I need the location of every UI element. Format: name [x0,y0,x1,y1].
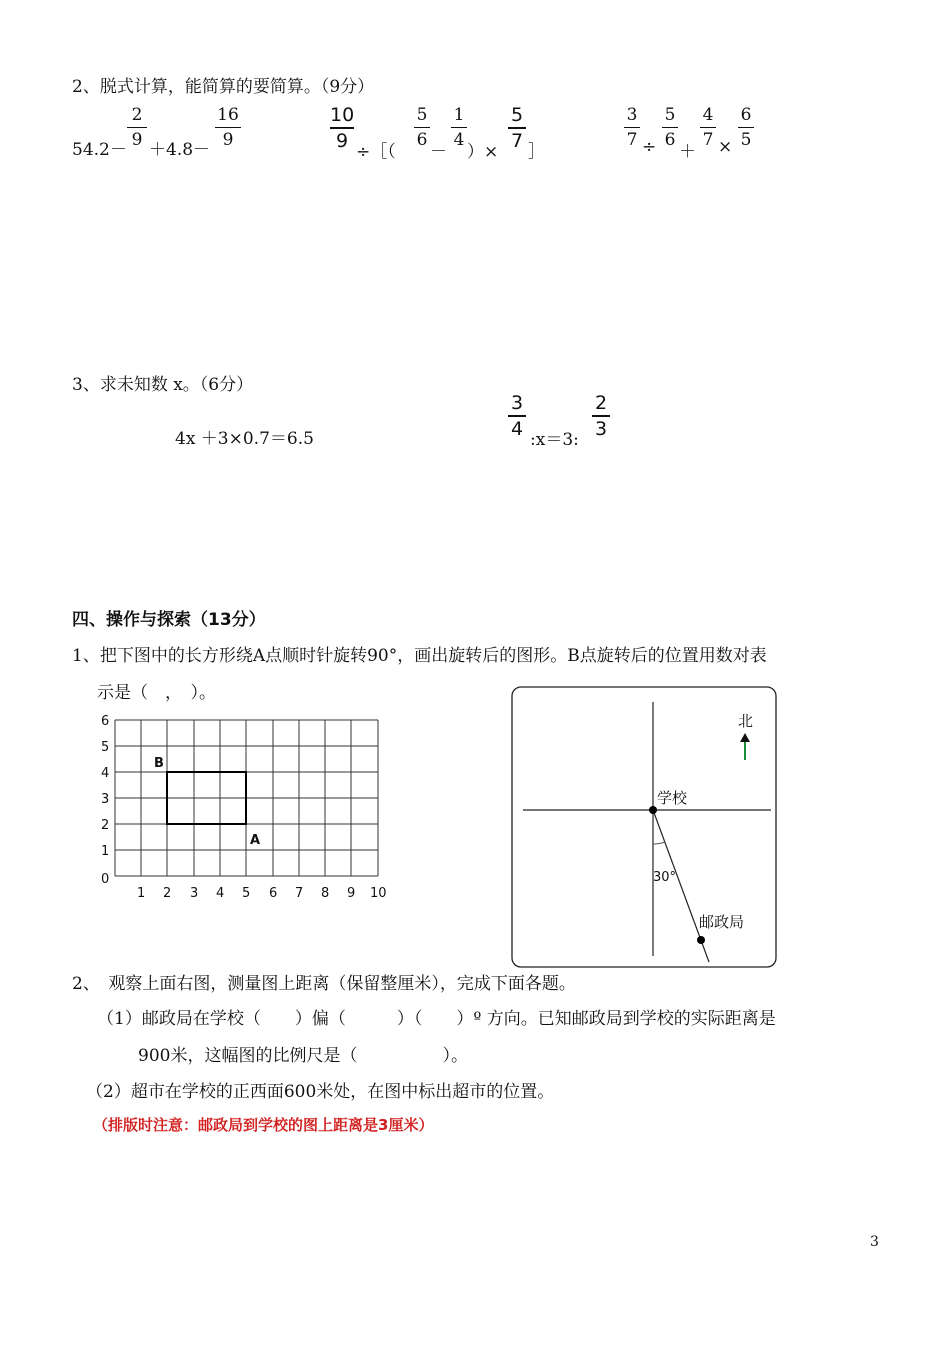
expr3-times: × [718,137,733,157]
y-tick: 0 [101,872,110,887]
y-tick: 6 [101,714,110,729]
expr2-times: ）× [467,142,499,162]
x-tick: 1 [137,886,146,901]
angle-label: 30° [653,870,677,885]
fraction: 2 3 [592,392,610,440]
x-tick: 7 [295,886,304,901]
expr3-div: ÷ [642,137,657,157]
y-tick: 3 [101,792,110,807]
post-office-point [697,936,705,944]
editor-note: （排版时注意：邮政局到学校的图上距离是3厘米） [93,1116,434,1134]
post-office-label: 邮政局 [699,913,745,931]
fraction: 6 5 [738,104,754,151]
point-a-label: A [250,833,261,848]
page-number: 3 [870,1234,879,1250]
q2-text-line1: 2、 观察上面右图，测量图上距离（保留整厘米），完成下面各题。 [72,974,576,994]
fraction: 2 9 [127,104,147,151]
expr2-div: ÷［（ [356,142,396,162]
fraction: 16 9 [215,104,241,151]
fraction: 4 7 [700,104,716,151]
fraction: 5 7 [508,104,526,152]
x-tick: 2 [163,886,172,901]
y-tick: 4 [101,766,110,781]
coordinate-grid [90,710,400,905]
expr1-part-a: 54.2－ [72,140,127,160]
y-tick: 5 [101,740,110,755]
x-tick: 4 [216,886,225,901]
section4-title: 四、操作与探索（13分） [72,610,266,630]
expr2-minus: － [430,142,447,162]
expr2-close: ］ [528,142,545,162]
direction-map [511,686,779,970]
q2-sub1-line2: 900米，这幅图的比例尺是（ ）。 [138,1046,468,1066]
school-label: 学校 [657,789,688,807]
q3-heading: 3、求未知数 x。（6分） [72,375,254,395]
x-tick: 9 [347,886,356,901]
point-b-label: B [154,756,164,771]
y-tick: 2 [101,818,110,833]
y-tick: 1 [101,844,110,859]
fraction: 3 4 [508,392,526,440]
x-tick: 6 [269,886,278,901]
north-label: 北 [738,712,754,730]
fraction: 3 7 [624,104,640,151]
x-tick: 10 [370,886,387,901]
q1-text-line2: 示是（ ， ）。 [97,683,216,703]
expr3-plus: ＋ [679,142,696,162]
fraction: 10 9 [330,104,355,152]
x-tick: 8 [321,886,330,901]
fraction: 1 4 [451,104,467,151]
expr1-part-b: ＋4.8－ [149,140,211,160]
q2-heading: 2、脱式计算，能简算的要简算。（9分） [72,77,375,97]
x-tick: 3 [190,886,199,901]
fraction: 5 6 [662,104,678,151]
x-tick: 5 [242,886,251,901]
school-point [649,806,657,814]
q2-sub1-line1: （1）邮政局在学校（ ）偏（ ）（ ）º 方向。已知邮政局到学校的实际距离是 [97,1009,776,1029]
equation-1: 4x ＋3×0.7＝6.5 [175,429,314,449]
q2-sub2: （2）超市在学校的正西面600米处，在图中标出超市的位置。 [86,1082,555,1102]
fraction: 5 6 [414,104,430,151]
equation-2-mid: :x＝3: [530,430,579,450]
q1-text-line1: 1、把下图中的长方形绕A点顺时针旋转90°，画出旋转后的图形。B点旋转后的位置用数对表 [72,646,767,666]
